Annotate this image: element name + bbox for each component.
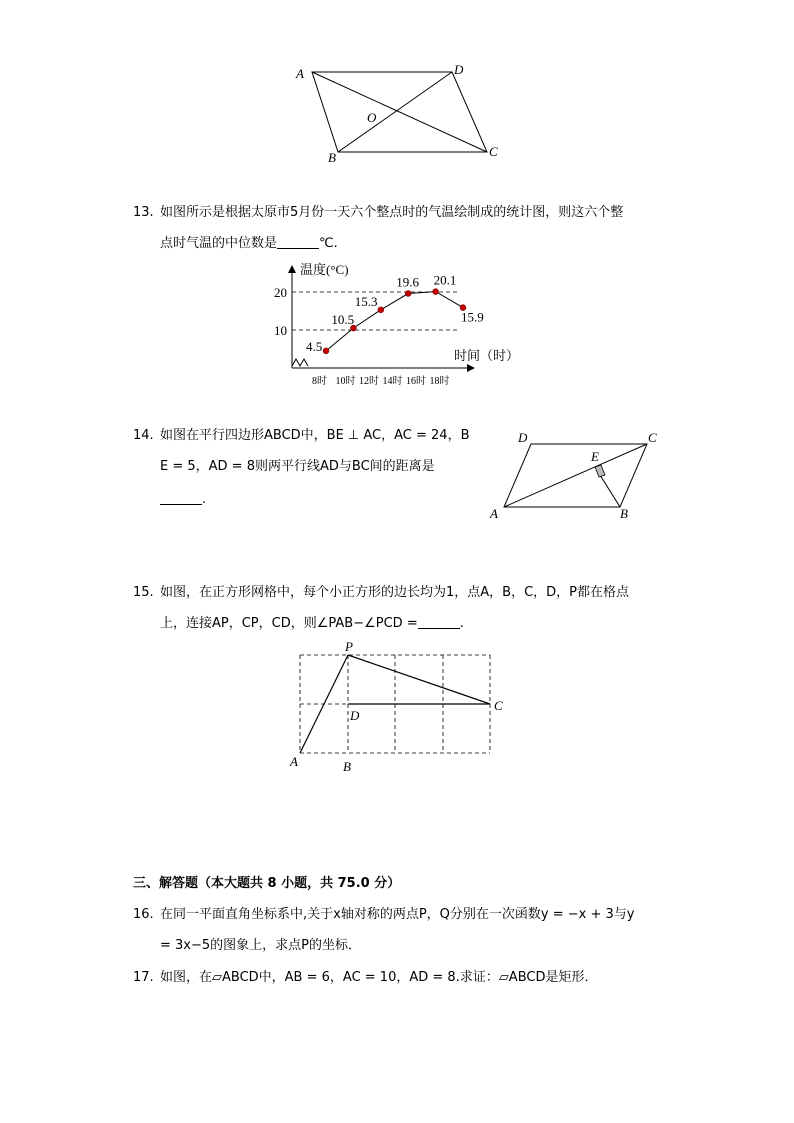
x-tick-label: 10时 [335,376,356,387]
x-tick-label: 12时 [359,376,379,387]
data-point [405,291,411,297]
label-b: B [328,150,336,165]
question-16-number: 16. [133,907,154,922]
label-d: D [454,62,464,77]
label-c: C [494,698,503,713]
label-a: A [290,754,298,769]
question-number: 13. [133,205,154,220]
label-e: E [591,449,599,464]
temperature-chart [272,258,532,390]
y-tick-label: 10 [274,323,287,338]
question-16-line2: = 3x−5的图象上，求点P的坐标． [160,938,361,953]
label-d: D [518,430,528,445]
answer-blank [277,234,319,249]
question-14-line1: 如图在平行四边形ABCD中，BE ⊥ AC，AC = 24，B [160,428,470,443]
question-13-line2 [160,228,338,259]
label-o: O [367,110,377,125]
data-label: 15.9 [461,309,484,325]
question-14-line2: E = 5，AD = 8则两平行线AD与BC间的距离是 [160,459,435,474]
y-axis-label: 温度(°C) [300,262,349,277]
question-13-line1: 如图所示是根据太原市5月份一天六个整点时的气温绘制成的统计图，则这六个整 [160,205,624,220]
answer-blank [418,614,460,629]
question-14-number: 14. [133,428,154,443]
data-label: 20.1 [433,272,457,288]
punctuation: . [459,616,464,631]
question-15-number: 15. [133,585,154,600]
section-heading [133,873,400,895]
section-title: 三、解答题（本大题共 8 小题，共 75.0 分） [133,876,401,891]
label-b: B [620,506,628,521]
x-axis-label: 时间（时） [454,348,520,363]
parallelogram-figure [290,58,510,170]
segment-pc [348,655,490,704]
unit-text: ℃. [319,236,338,251]
question-15-line2 [160,608,464,639]
data-label: 4.5 [306,338,323,354]
answer-blank [160,490,202,505]
question-text: 点时气温的中位数是 [160,236,278,251]
axis-break-zigzag [292,359,308,366]
x-tick-label: 18时 [429,376,450,387]
data-label: 19.6 [396,274,419,290]
data-point [323,348,329,354]
label-a: A [296,66,304,81]
label-c: C [489,144,498,159]
right-angle-mark [595,465,605,477]
q15-grid-figure [284,638,514,778]
x-tick-label: 8时 [312,376,327,387]
data-point [433,289,439,295]
label-p: P [345,639,353,654]
data-label: 10.5 [331,312,355,328]
data-point [378,307,384,313]
data-label: 15.3 [354,293,378,309]
x-tick-label: 14时 [382,376,403,387]
q14-parallelogram-figure [484,426,674,526]
punctuation: . [202,492,207,507]
y-tick-label: 20 [274,285,287,300]
question-15-line1: 如图，在正方形网格中，每个小正方形的边长均为1，点A，B，C，D，P都在格点 [160,585,630,600]
question-16-line1: 在同一平面直角坐标系中,关于x轴对称的两点P，Q分别在一次函数y = −x + 3与y [160,907,635,922]
label-d: D [350,708,360,723]
question-text: 上，连接AP，CP，CD，则∠PAB−∠PCD = [160,616,418,631]
question-17-number: 17. [133,970,154,985]
x-tick-label: 16时 [406,376,426,387]
diagonal-bd [338,72,452,152]
question-17-line1: 如图，在▱ABCD中，AB = 6，AC = 10，AD = 8.求证：▱ABCD是矩形． [160,970,598,985]
label-c: C [648,430,657,445]
label-a: A [490,506,498,521]
diagonal-ac [312,72,487,152]
label-b: B [343,759,351,774]
question-14-line3 [160,484,206,515]
diagonal-ac [504,444,647,507]
question-13 [133,197,154,228]
